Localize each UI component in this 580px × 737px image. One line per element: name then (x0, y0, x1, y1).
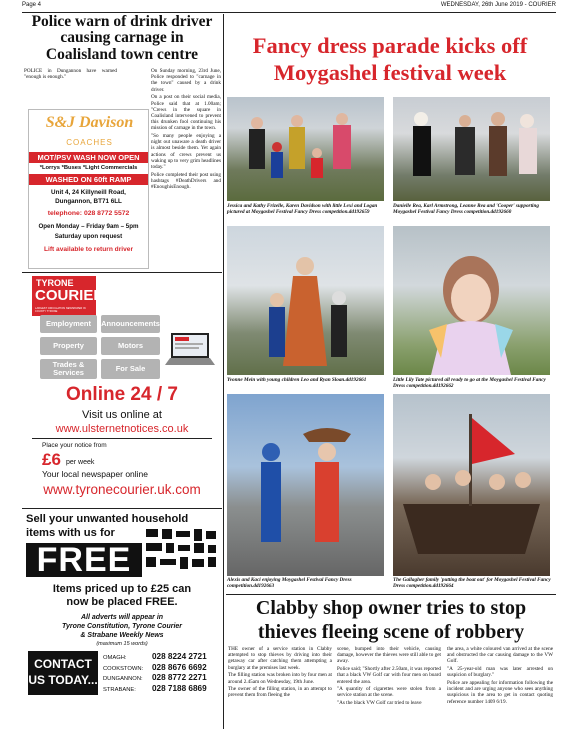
drink-col-2: On Sunday morning, 23rd June, Police responded to "carnage in the town" caused by a drink driver. On a post on their social media, Police said that at 1.00am; "Crews in the square in Coalisland intervened to prevent this drunken fool continuing his mission of carnage in the town. "So many people enjoying a night out unaware a death driver is almost beside them. Yet again actions of crews prevent us waking up to very grim headlines today." Police completed their post using hashtags #DeathDrivers and #EnoughisEnough. (151, 68, 221, 191)
sell-ad (24, 510, 220, 728)
notices-url[interactable]: www.ulsternetnotices.co.uk (55, 423, 189, 435)
caption-5: Alexis and Kaci enjoying Moygashel Festival Fancy Dress competition.dd192663 (227, 577, 352, 589)
office-names: OMAGH: COOKSTOWN: DUNGANNON: STRABANE: (103, 655, 144, 693)
drink-col-1: POLICE in Dungannon have warned "enough is enough." (24, 68, 117, 81)
today-label: US TODAY... (28, 673, 98, 687)
laptop-icon (165, 332, 215, 366)
photo-3 (227, 226, 384, 375)
place-notice: Place your notice from (42, 442, 107, 449)
sell-line-2: items with us for (26, 527, 115, 539)
logo-courier: COURIER (35, 287, 105, 304)
mot-banner: MOT/PSV WASH NOW OPEN (29, 152, 148, 163)
courier-logo (32, 276, 105, 316)
davison-lift: Lift available to return driver (43, 246, 134, 253)
caption-3: Yvonne Mein with young children Leo and Ryan Sloan.dd192661 (227, 377, 367, 383)
contact-box (28, 651, 98, 695)
appear-text: All adverts will appear in (80, 614, 164, 621)
contact-label: CONTACT (34, 657, 92, 671)
davison-ad (28, 109, 149, 269)
davison-hours: Open Monday – Friday 9am – 5pm (38, 223, 139, 230)
logo-tyrone: TYRONE (36, 278, 74, 288)
davison-telephone: telephone: 028 8772 5572 (47, 210, 130, 217)
washed-banner: WASHED ON 60ft RAMP (29, 174, 148, 185)
davison-address-2: Dungannon, BT71 6LL (55, 198, 122, 205)
fancy-rule (226, 594, 556, 595)
placed-text: now be placed FREE. (66, 596, 178, 608)
photo-4 (393, 226, 550, 375)
free-banner (26, 543, 142, 577)
column-divider (223, 14, 224, 729)
motors-button[interactable]: Motors (101, 337, 160, 355)
online-heading: Online 24 / 7 (66, 384, 178, 405)
davison-brand: S&J Davison (45, 114, 134, 131)
priced-text: Items priced up to £25 can (52, 583, 192, 595)
local-online: Your local newspaper online (42, 469, 149, 479)
furniture-icons (144, 527, 218, 575)
sell-line-1: Sell your unwanted household (26, 513, 189, 525)
papers-line-2: & Strabane Weekly News (80, 632, 164, 639)
notices-divider (32, 438, 212, 439)
clabby-col-2: scene, bumped into their vehicle, causing damage, however the thieves were still able to get away. Police said; "Shortly after 2.50am, it was reported that a black VW Golf car with four men on board entered the area. "A quantity of cigarettes were stolen from a service station at the scene. "As the black VW Golf car tried to leave (337, 646, 441, 707)
clabby-headline: Clabby shop owner tries to stop thieves fleeing scene of robbery (255, 597, 527, 643)
davison-saturday: Saturday upon request (54, 233, 123, 240)
caption-4: Little Lily Tate pictured all ready to go at the Moygashel Festival Fancy Dress competition.dd192662 (393, 377, 546, 389)
employment-button[interactable]: Employment (40, 315, 97, 333)
announcements-button[interactable]: Announcements (101, 315, 160, 333)
fancy-headline: Fancy dress parade kicks off Moygashel festival week (252, 33, 528, 85)
left-rule-1 (22, 272, 222, 273)
office-phones: 028 8224 2721 028 8676 6692 028 8772 2271 028 7188 6869 (152, 652, 207, 693)
drink-driver-headline: Police warn of drink driver causing carnage in Coalisland town centre (31, 13, 213, 63)
caption-2: Danielle Rea, Karl Armstrong, Leanne Rea and 'Cooper' supporting Moygashel Festival Fancy Dress competition.dd192660 (393, 203, 539, 215)
caption-6: The Gallagher family 'putting the boat out' for Moygashel Festival Fancy Dress competition.dd192664 (393, 577, 551, 589)
dateline: WEDNESDAY, 26th June 2019 - COURIER (440, 2, 556, 8)
photo-6 (393, 394, 550, 576)
photo-2 (393, 97, 550, 201)
davison-coaches: COACHES (66, 138, 113, 147)
left-rule-2 (22, 508, 222, 509)
caption-1: Jessica and Kathy Frizelle, Karen Davidson with little Lexi and Logan pictured at Moygashel Festival Fancy Dress competition.dd192659 (227, 203, 378, 215)
notices-ad (24, 275, 220, 507)
davison-address-1: Unit 4, 24 Killyneill Road, (51, 189, 126, 196)
courier-url[interactable]: www.tyronecourier.uk.com (43, 482, 201, 497)
photo-1 (227, 97, 384, 201)
per-week: per week (66, 459, 95, 466)
photo-5 (227, 394, 384, 576)
vehicle-types: *Lorrys *Buses *Light Commercials (39, 165, 138, 171)
price: £6 (42, 450, 61, 469)
clabby-col-3: the area, a white coloured van arrived at the scene and obstructed the car causing damage to the VW Golf. "A 25-year-old man was later arrested on suspicion of burglary." Police are appealing for information following the incident and are urging anyone who sees anything suspicious in the area to get in contact quoting reference number 1409 6/19. (447, 646, 553, 705)
free-text: FREE (36, 541, 132, 579)
visit-text: Visit us online at (82, 409, 162, 421)
trades-services-button[interactable]: Trades & Services (40, 359, 97, 379)
clabby-col-1: THE owner of a service station in Clabby attempted to stop thieves by driving into their getaway car after catching them attempting a burglary at the premises last week. The filling station was broken into by four men at around 2.45am on Wednesday, 19th June. The owner of the filling station, in an attempt to prevent them from fleeing the (228, 646, 332, 699)
property-button[interactable]: Property (40, 337, 97, 355)
papers-line-1: Tyrone Constitution, Tyrone Courier (61, 623, 183, 630)
max-words: (maximum 15 words) (96, 641, 148, 647)
for-sale-button[interactable]: For Sale (101, 359, 160, 379)
page-number: Page 4 (22, 2, 42, 8)
logo-tagline: LARGEST CIRCULATION NEWSPAPER IN COUNTY TYRONE (35, 307, 86, 313)
